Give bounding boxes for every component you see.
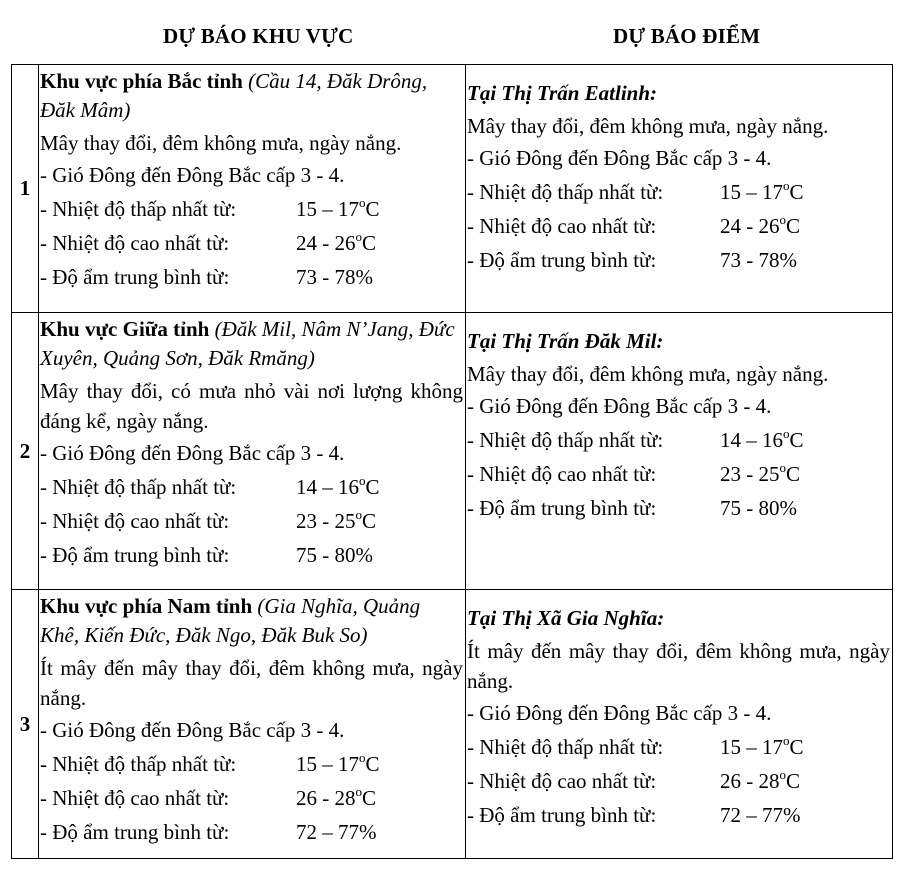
point-temp-min [467,730,890,764]
table-row [12,313,893,590]
humidity-value: 73 - 78% [720,248,797,272]
humidity-value: 75 - 80% [296,543,373,567]
temp-min-value: 15 – 17$^o$C [720,733,804,759]
area-forecast-cell [39,590,466,859]
forecast-table [11,64,893,859]
humidity-label: - Độ ẩm trung bình từ: [40,543,230,567]
area-title-districts: (Gia Nghĩa, Quảng Khê, Kiến Đức, Đăk Ngo, Đăk Buk So) [40,594,421,647]
point-humidity [467,491,890,525]
area-temp-max [40,781,463,815]
humidity-value: 72 – 77% [296,820,377,844]
temp-max-value: 24 - 26$^o$C [720,212,801,238]
point-description: Mây thay đổi, đêm không mưa, ngày nắng. [467,114,829,138]
area-wind: - Gió Đông đến Đông Bắc cấp 3 - 4. [40,718,345,742]
area-wind: - Gió Đông đến Đông Bắc cấp 3 - 4. [40,163,345,187]
point-temp-max [467,209,890,243]
header-area-forecast: DỰ BÁO KHU VỰC [163,24,354,48]
point-temp-min [467,423,890,457]
humidity-value: 73 - 78% [296,265,373,289]
temp-max-label: - Nhiệt độ cao nhất từ: [40,231,230,255]
temp-min-label: - Nhiệt độ thấp nhất từ: [40,752,237,776]
row-number: 3 [12,590,39,859]
area-temp-min [40,192,463,226]
area-humidity [40,815,463,849]
table-header [0,0,900,64]
area-humidity [40,538,463,572]
area-temp-max [40,504,463,538]
point-forecast-cell [466,313,893,590]
temp-max-value: 26 - 28$^o$C [720,767,801,793]
point-wind: - Gió Đông đến Đông Bắc cấp 3 - 4. [467,394,772,418]
point-wind: - Gió Đông đến Đông Bắc cấp 3 - 4. [467,701,772,725]
point-forecast-cell [466,590,893,859]
table-row [12,590,893,859]
temp-max-label: - Nhiệt độ cao nhất từ: [40,786,230,810]
row-number: 2 [12,313,39,590]
area-wind: - Gió Đông đến Đông Bắc cấp 3 - 4. [40,441,345,465]
point-temp-max [467,457,890,491]
area-temp-max [40,226,463,260]
row-number: 1 [12,65,39,313]
point-description: Mây thay đổi, đêm không mưa, ngày nắng. [467,362,829,386]
temp-max-value: 23 - 25$^o$C [296,507,377,533]
area-description: Mây thay đổi, đêm không mưa, ngày nắng. [40,131,402,155]
point-humidity [467,243,890,277]
humidity-value: 75 - 80% [720,496,797,520]
temp-min-label: - Nhiệt độ thấp nhất từ: [467,180,664,204]
point-temp-min [467,175,890,209]
temp-max-value: 26 - 28$^o$C [296,784,377,810]
point-forecast-cell [466,65,893,313]
temp-min-label: - Nhiệt độ thấp nhất từ: [467,428,664,452]
humidity-label: - Độ ẩm trung bình từ: [40,820,230,844]
temp-max-label: - Nhiệt độ cao nhất từ: [467,214,657,238]
point-humidity [467,798,890,832]
humidity-label: - Độ ẩm trung bình từ: [467,496,657,520]
area-title-name: Khu vực phía Bắc tỉnh [40,69,243,93]
point-wind: - Gió Đông đến Đông Bắc cấp 3 - 4. [467,146,772,170]
temp-min-value: 15 – 17$^o$C [720,178,804,204]
point-temp-max [467,764,890,798]
point-title: Tại Thị Trấn Đăk Mil: [467,329,664,353]
humidity-value: 72 – 77% [720,803,801,827]
area-title [40,67,463,125]
temp-min-label: - Nhiệt độ thấp nhất từ: [40,197,237,221]
point-title: Tại Thị Trấn Eatlinh: [467,81,658,105]
area-forecast-cell [39,65,466,313]
temp-max-label: - Nhiệt độ cao nhất từ: [467,769,657,793]
area-forecast-cell [39,313,466,590]
header-point-forecast: DỰ BÁO ĐIỂM [613,24,761,48]
area-title-name: Khu vực Giữa tỉnh [40,317,210,341]
humidity-label: - Độ ẩm trung bình từ: [40,265,230,289]
temp-max-value: 23 - 25$^o$C [720,460,801,486]
temp-min-value: 15 – 17$^o$C [296,750,380,776]
temp-min-value: 15 – 17$^o$C [296,195,380,221]
point-title: Tại Thị Xã Gia Nghĩa: [467,606,665,630]
temp-max-value: 24 - 26$^o$C [296,229,377,255]
area-humidity [40,260,463,294]
humidity-label: - Độ ẩm trung bình từ: [467,248,657,272]
temp-min-value: 14 – 16$^o$C [720,426,804,452]
temp-max-label: - Nhiệt độ cao nhất từ: [40,509,230,533]
area-title [40,592,463,650]
temp-max-label: - Nhiệt độ cao nhất từ: [467,462,657,486]
temp-min-label: - Nhiệt độ thấp nhất từ: [467,735,664,759]
humidity-label: - Độ ẩm trung bình từ: [467,803,657,827]
area-description: Mây thay đổi, có mưa nhỏ vài nơi lượng không đáng kể, ngày nắng. [40,379,463,433]
table-row [12,65,893,313]
area-description: Ít mây đến mây thay đổi, đêm không mưa, ngày nắng. [40,656,463,710]
area-title-name: Khu vực phía Nam tỉnh [40,594,253,618]
area-title [40,315,463,373]
area-title-districts: (Đăk Mil, Nâm N’Jang, Đức Xuyên, Quảng Sơn, Đăk Rmăng) [40,317,455,370]
area-temp-min [40,747,463,781]
temp-min-label: - Nhiệt độ thấp nhất từ: [40,475,237,499]
area-temp-min [40,470,463,504]
area-title-districts: (Cầu 14, Đăk Drông, Đăk Mâm) [40,69,428,122]
point-description: Ít mây đến mây thay đổi, đêm không mưa, ngày nắng. [467,639,890,693]
temp-min-value: 14 – 16$^o$C [296,473,380,499]
